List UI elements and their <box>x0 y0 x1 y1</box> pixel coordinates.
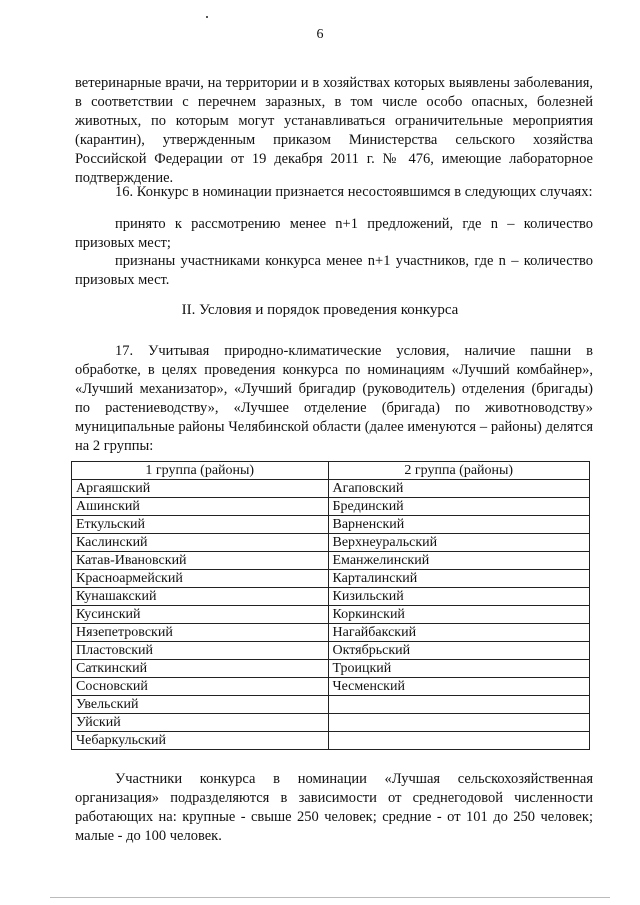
paragraph-16-case-2: признаны участниками конкурса менее n+1 участников, где n – количество призовых мест. <box>75 253 593 288</box>
page-number: 6 <box>316 27 324 42</box>
scan-speck <box>206 16 208 18</box>
table-row <box>72 480 590 498</box>
table-cell: Троицкий <box>328 660 590 678</box>
table-cell: Еткульский <box>72 516 329 534</box>
paragraph-16: 16. Конкурс в номинации признается несостоявшимся в следующих случаях: <box>115 184 593 200</box>
table-cell: Красноармейский <box>72 570 329 588</box>
table-cell <box>328 714 590 732</box>
table-cell: Ашинский <box>72 498 329 516</box>
table-cell: Увельский <box>72 696 329 714</box>
table-cell: Уйский <box>72 714 329 732</box>
table-cell: Агаповский <box>328 480 590 498</box>
table-row <box>72 516 590 534</box>
table-row <box>72 498 590 516</box>
table-cell: Аргаяшский <box>72 480 329 498</box>
table-row <box>72 714 590 732</box>
table-header-group-2: 2 группа (районы) <box>328 462 590 480</box>
table-cell: Кусинский <box>72 606 329 624</box>
table-cell <box>328 732 590 750</box>
paragraph-16-case-1: принято к рассмотрению менее n+1 предложений, где n – количество призовых мест; <box>75 216 593 251</box>
table-row <box>72 570 590 588</box>
table-cell: Верхнеуральский <box>328 534 590 552</box>
paragraph-veterinarians: ветеринарные врачи, на территории и в хозяйствах которых выявлены заболевания, в соответствии с перечнем заразных, в том числе особо опасных, болезней животных, по которым могут устанавливаться ограничительные мероприятия (карантин), утвержденным приказом Министерства сельского хозяйства Российской Федерации от 19 декабря 2011 г. № 476, имеющие лабораторное подтверждение. <box>75 75 593 186</box>
table-header-group-1: 1 группа (районы) <box>72 462 329 480</box>
table-cell: Пластовский <box>72 642 329 660</box>
table-row <box>72 588 590 606</box>
table-cell: Кунашакский <box>72 588 329 606</box>
table-cell: Чесменский <box>328 678 590 696</box>
table-row <box>72 552 590 570</box>
table-row <box>72 732 590 750</box>
table-row <box>72 660 590 678</box>
table-cell: Нязепетровский <box>72 624 329 642</box>
table-cell: Нагайбакский <box>328 624 590 642</box>
table-row <box>72 642 590 660</box>
table-cell: Карталинский <box>328 570 590 588</box>
table-row <box>72 606 590 624</box>
section-title: II. Условия и порядок проведения конкурса <box>181 302 459 318</box>
page-bottom-edge <box>50 897 610 898</box>
paragraph-17: 17. Учитывая природно-климатические условия, наличие пашни в обработке, в целях проведения конкурса по номинациям «Лучший комбайнер», «Лучший механизатор», «Лучший бригадир (руководитель) отделения (бригады) по растениеводству», «Лучшее отделение (бригада) по животноводству» муниципальные районы Челябинской области (далее именуются – районы) делятся на 2 группы: <box>75 343 593 454</box>
table-cell: Каслинский <box>72 534 329 552</box>
table-cell: Сосновский <box>72 678 329 696</box>
table-row <box>72 696 590 714</box>
table-row <box>72 678 590 696</box>
table-cell: Коркинский <box>328 606 590 624</box>
table-cell: Еманжелинский <box>328 552 590 570</box>
table-row <box>72 534 590 552</box>
table-header-row <box>72 462 590 480</box>
table-cell: Брединский <box>328 498 590 516</box>
table-cell: Кизильский <box>328 588 590 606</box>
table-row <box>72 624 590 642</box>
table-cell <box>328 696 590 714</box>
table-cell: Катав-Ивановский <box>72 552 329 570</box>
paragraph-organization-sizes: Участники конкурса в номинации «Лучшая сельскохозяйственная организация» подразделяются в зависимости от среднегодовой численности работающих на: крупные - свыше 250 человек; средние - от 101 до 250 человек; малые - до 100 человек. <box>75 771 593 844</box>
table-cell: Варненский <box>328 516 590 534</box>
district-groups-table <box>71 461 590 750</box>
table-cell: Чебаркульский <box>72 732 329 750</box>
table-cell: Октябрьский <box>328 642 590 660</box>
table-cell: Саткинский <box>72 660 329 678</box>
